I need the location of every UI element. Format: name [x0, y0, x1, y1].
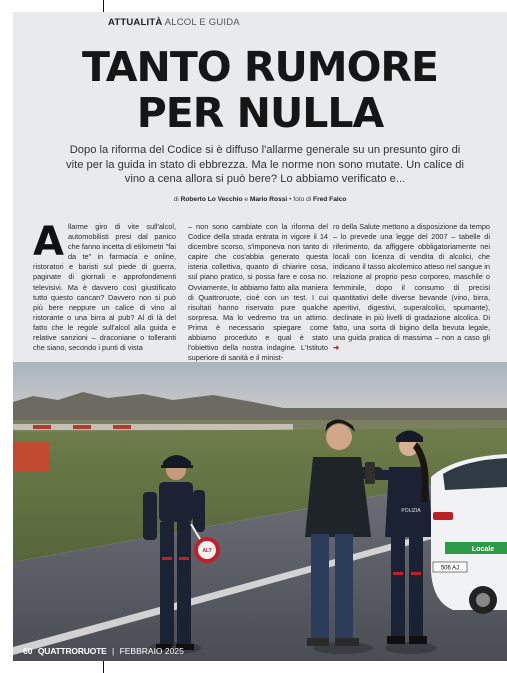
page-number: 60: [23, 646, 33, 656]
tyre-wall: [13, 442, 49, 472]
paddle-label: ALT: [202, 548, 212, 554]
breathalyzer-device: [365, 462, 375, 484]
photo-credit-prefix: • foto di: [289, 196, 312, 203]
track-barrier: [13, 424, 293, 430]
body-column-1-text: llarme giro di vite sull'alcol, automobilisti presi dal panico che fanno incetta di etilometri "fai da te" in farmacia e online, ristoratori e baristi sul piede di guerra, paginate di giornali e approfondimenti televisivi. Ma è davvero così giustificato tutto questo cancan? Davvero non si può più bere neppure un calice di vino al ristorante o una birra al pub? Al di là del fatto che le regole sull'alcol alla guida e relative sanzioni – draconiane o tolleranti che siano, secondo i punti di vista: [33, 222, 176, 353]
author-1: Roberto Lo Vecchio: [180, 196, 243, 203]
publication-name: QUATTRORUOTE: [37, 646, 107, 656]
police-checkpoint-photo: [13, 362, 507, 661]
body-column-3-text: ro della Salute mettono a disposizione da tempo – lo prevede una legge del 2007 – tabelle di riferimento, da affiggere obbligatoriamente nei locali con licenza di vendita di alcolici, che indicano il tasso alcolemico atteso nel sangue in relazione al proprio peso corporeo, maschile o femminile, dopo il consumo di precisi quantitativi delle diverse bevande (vino, birra, aperitivi, digestivi, superalcolici, spumante), declinate in più livelli di gradazione alcolica. Di fatto, una sorta di bigino della bevuta legale, una guida pratica di massima – non a caso gli: [333, 222, 490, 343]
barrier-stripe: [73, 425, 91, 429]
subsection-name: ALCOL E GUIDA: [164, 17, 240, 28]
magazine-page: [13, 12, 507, 661]
article-deck: Dopo la riforma del Codice si è diffuso l'allarme generale su un presunto giro di vite per la guida in stato di ebbrezza. Ma le norme non sono mutate. Un calice di vino a cena allora si può bere? Lo abbiamo verificato e...: [66, 144, 464, 185]
byline-and: e: [244, 196, 249, 203]
body-column-3: [333, 222, 490, 353]
author-2: Mario Rossi: [249, 196, 288, 203]
barrier-stripe: [33, 425, 51, 429]
body-column-1: [33, 219, 176, 353]
vehicle-label: Locale: [471, 546, 495, 553]
drop-cap: A: [33, 219, 64, 265]
police-car: [431, 454, 507, 614]
photographer: Fred Falco: [313, 196, 347, 203]
barrier-stripe: [113, 425, 131, 429]
uniform-label: POLIZIA: [401, 508, 421, 514]
continue-arrow-icon: ➜: [333, 343, 340, 353]
section-tag: [108, 17, 240, 28]
page-footer: [23, 646, 184, 656]
plate-text: 506 AJ: [440, 565, 460, 572]
byline-prefix: di: [173, 196, 179, 203]
byline: [13, 196, 507, 203]
body-column-2: [188, 222, 328, 363]
footer-separator: |: [111, 646, 115, 656]
headline-line-1: TANTO RUMORE: [81, 43, 439, 91]
section-name: ATTUALITÀ: [108, 17, 163, 28]
car-tail-light: [433, 512, 453, 520]
article-photo: [13, 362, 507, 661]
headline-line-2: PER NULLA: [136, 89, 384, 137]
body-column-2-text: – non sono cambiate con la riforma del Codice della strada entrata in vigore il 14 dicembre scorso, s'imponeva non tanto di capire che cos'abbia generato questa isteria collettiva, quanto di chiarire cosa, sul piano pratico, si possa fare e cosa no. Ovviamente, lo abbiamo fatto alla maniera di Quattroruote, cioè con un test. I cui risultati hanno riservato pure qualche sorpresa. Ma lo vedremo tra un attimo. Prima è necessario spiegare come abbiamo proceduto e qual è stato l'obiettivo della nostra indagine. L'Istituto superiore di sanità e il minist-: [188, 222, 328, 363]
issue-date: FEBBRAIO 2025: [119, 646, 184, 656]
